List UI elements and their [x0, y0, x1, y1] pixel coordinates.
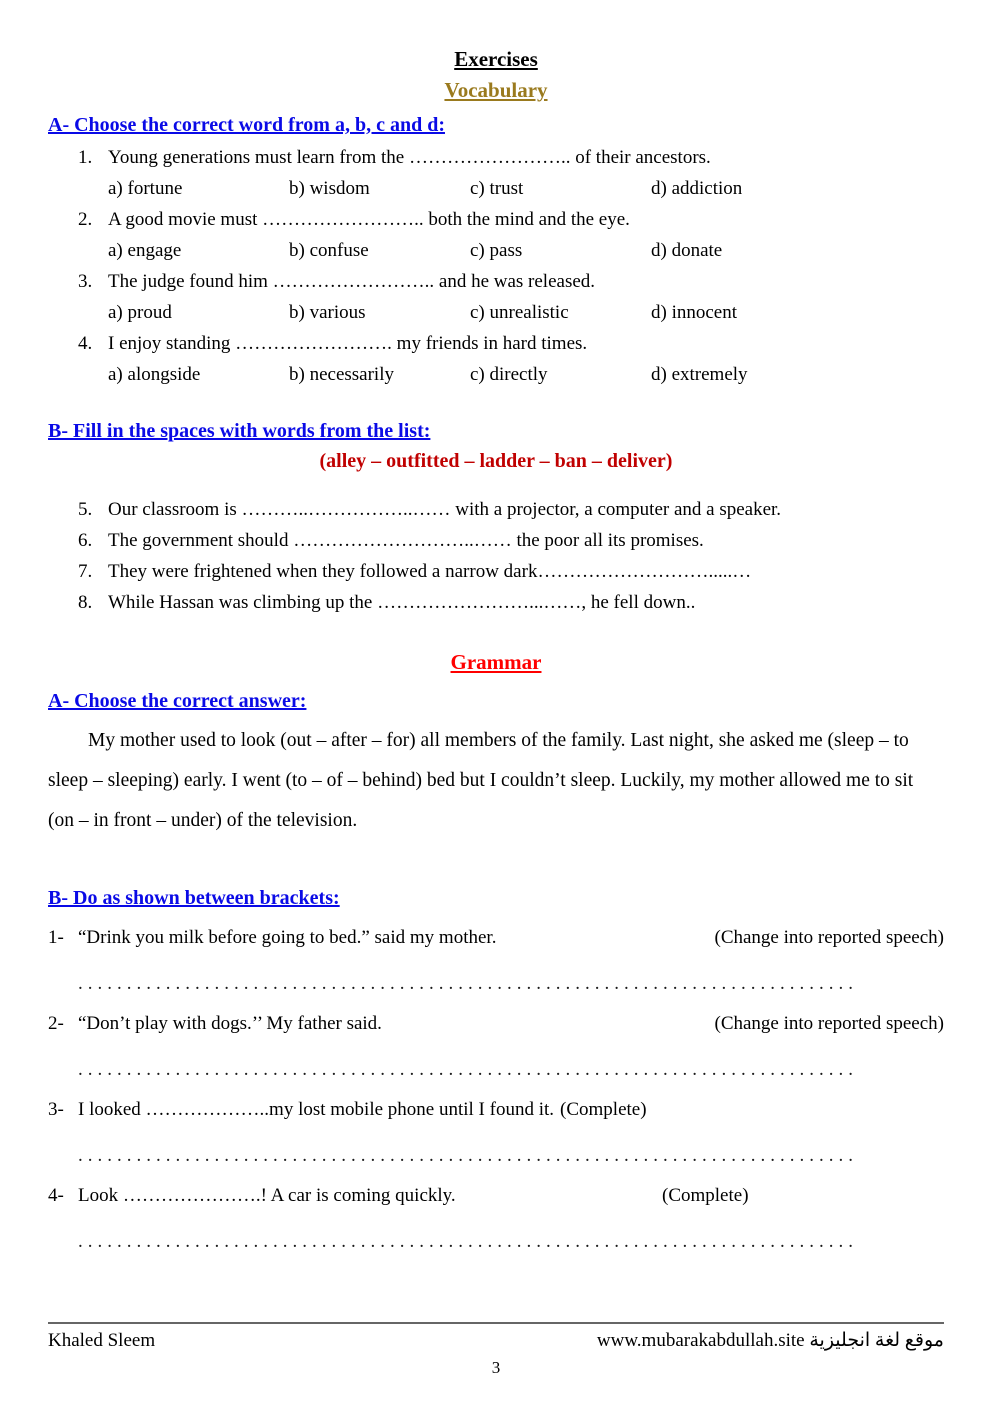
question-indent [48, 587, 78, 618]
grammar-paragraph: My mother used to look (out – after – for) all members of the family. Last night, she asked me (sleep – to sleep – sleeping) early. I went (to – of – behind) bed but I couldn’t sleep. Luckily, my mother allowed me to sit (on – in front – under) of the television. [48, 730, 914, 831]
question-number: 3. [78, 271, 93, 292]
task-sentence: “Drink you milk before going to bed.” said my mother. [78, 927, 497, 948]
question-number: 8. [78, 592, 93, 613]
option-b: b) confuse [289, 240, 369, 261]
page-title: Exercises [454, 47, 538, 71]
question-text: They were frightened when they followed a narrow dark……………………….....… [108, 561, 752, 582]
website-arabic-label: موقع لغة انجليزية [809, 1330, 944, 1351]
question-text: The judge found him …………………….. and he was released. [108, 271, 596, 292]
vocab-section-a-questions [48, 142, 944, 390]
task-number: 2- [48, 1013, 64, 1034]
question-row [48, 204, 944, 235]
question-text: The government should ………………………..…… the poor all its promises. [108, 530, 704, 551]
task-instruction: (Complete) [662, 1185, 749, 1206]
question-row [48, 587, 944, 618]
question-number: 4. [78, 333, 93, 354]
option-d: d) extremely [651, 364, 748, 385]
option-a: a) proud [108, 302, 172, 323]
answer-line: ................................................................................ [78, 973, 858, 994]
task-number: 1- [48, 927, 64, 948]
website-label [597, 1327, 944, 1355]
grammar-section-b-items [48, 923, 944, 1257]
question-text: Our classroom is ………..……………..…… with a projector, a computer and a speaker. [108, 499, 782, 520]
question-row [48, 328, 944, 359]
question-row [48, 556, 944, 587]
task-row [48, 923, 944, 953]
question-row [48, 266, 944, 297]
question-number: 5. [78, 499, 93, 520]
option-c: c) unrealistic [470, 302, 569, 323]
option-a: a) fortune [108, 178, 183, 199]
vocab-section-b-heading: B- Fill in the spaces with words from the list: [48, 420, 431, 442]
task-sentence: Look ………………….! A car is coming quickly. [78, 1185, 456, 1206]
answer-line: ................................................................................ [78, 1145, 858, 1166]
answer-line: ................................................................................ [78, 1231, 858, 1252]
task-instruction: (Change into reported speech) [714, 1013, 944, 1034]
vocab-section-a-heading: A- Choose the correct word from a, b, c and d: [48, 114, 445, 136]
question-row [48, 525, 944, 556]
task-instruction: (Change into reported speech) [714, 927, 944, 948]
question-indent [48, 494, 78, 525]
question-indent [48, 525, 78, 556]
option-c: c) directly [470, 364, 548, 385]
question-number: 2. [78, 209, 93, 230]
option-a: a) alongside [108, 364, 201, 385]
option-a: a) engage [108, 240, 182, 261]
option-d: d) addiction [651, 178, 743, 199]
task-sentence: “Don’t play with dogs.’’ My father said. [78, 1013, 382, 1034]
grammar-section-title: Grammar [450, 650, 542, 674]
task-row [48, 1095, 944, 1125]
question-text: I enjoy standing ……………………. my friends in hard times. [108, 333, 588, 354]
answer-line: ................................................................................ [78, 1059, 858, 1080]
task-number: 4- [48, 1185, 64, 1206]
grammar-section-a-heading: A- Choose the correct answer: [48, 690, 307, 712]
task-row [48, 1181, 944, 1211]
question-indent [48, 204, 78, 235]
word-bank: (alley – outfitted – ladder – ban – deliver) [319, 450, 673, 472]
option-b: b) wisdom [289, 178, 370, 199]
question-text: Young generations must learn from the …………………….. of their ancestors. [108, 147, 711, 168]
options-row [48, 359, 944, 390]
vocab-section-b-questions [48, 494, 944, 618]
task-instruction: (Complete) [560, 1099, 647, 1120]
page-number: 3 [491, 1358, 501, 1377]
options-row [48, 297, 944, 328]
task-row [48, 1009, 944, 1039]
question-indent [48, 328, 78, 359]
task-sentence: I looked ………………..my lost mobile phone until I found it. [78, 1099, 555, 1120]
option-b: b) various [289, 302, 366, 323]
author-name: Khaled Sleem [48, 1330, 156, 1351]
options-row [48, 235, 944, 266]
question-row [48, 142, 944, 173]
question-indent [48, 142, 78, 173]
option-d: d) innocent [651, 302, 738, 323]
question-number: 6. [78, 530, 93, 551]
question-text: A good movie must …………………….. both the mind and the eye. [108, 209, 630, 230]
options-row [48, 173, 944, 204]
page-footer [48, 1322, 944, 1378]
option-b: b) necessarily [289, 364, 394, 385]
option-c: c) trust [470, 178, 524, 199]
website-url: www.mubarakabdullah.site [596, 1330, 805, 1351]
grammar-section-b-heading: B- Do as shown between brackets: [48, 887, 340, 909]
page-content [0, 46, 992, 1257]
vocabulary-section-title: Vocabulary [444, 78, 548, 102]
question-number: 1. [78, 147, 93, 168]
option-c: c) pass [470, 240, 523, 261]
question-indent [48, 556, 78, 587]
question-text: While Hassan was climbing up the ……………………...……, he fell down.. [108, 592, 696, 613]
option-d: d) donate [651, 240, 723, 261]
question-number: 7. [78, 561, 93, 582]
question-indent [48, 266, 78, 297]
footer-row [48, 1324, 944, 1355]
question-row [48, 494, 944, 525]
task-number: 3- [48, 1099, 64, 1120]
